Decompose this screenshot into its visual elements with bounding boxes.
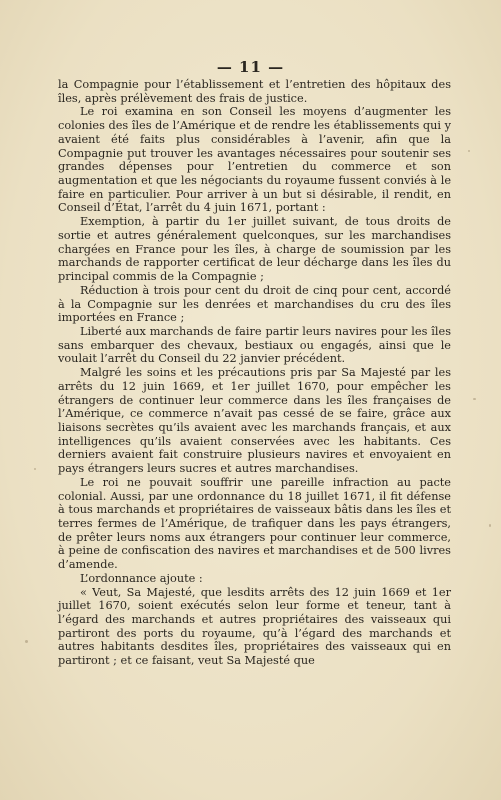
body-text: [58, 78, 451, 668]
paper-speck: [489, 524, 491, 527]
page-number: — 11 —: [216, 58, 285, 76]
paragraph: Réduction à trois pour cent du droit de cinq pour cent, accordé à la Compagnie sur les denrées et marchandises du cru des îles importées en France ;: [58, 283, 451, 325]
paper-speck: [468, 150, 470, 152]
paragraph: la Compagnie pour l’établissement et l’entretien des hôpitaux des îles, après prélèvement des frais de justice.: [58, 78, 451, 105]
paper-speck: [473, 398, 476, 400]
paragraph: Le roi ne pouvait souffrir une pareille infraction au pacte colonial. Aussi, par une ordonnance du 18 juillet 1671, il fit défense à tous marchands et propriétaires de vaisseaux bâtis dans les îles et terres fermes de l’Amérique, de trafiquer dans les pays étrangers, de prêter leurs noms aux étrangers pour continuer leur commerce, à peine de confiscation des navires et marchandises et de 500 livres d’amende.: [58, 475, 451, 572]
paragraph: Liberté aux marchands de faire partir leurs navires pour les îles sans embarquer des chevaux, bestiaux ou engagés, ainsi que le voulait l’arrêt du Conseil du 22 janvier précédent.: [58, 324, 451, 366]
paper-speck: [25, 640, 28, 643]
paper-speck: [34, 468, 36, 470]
paragraph: Le roi examina en son Conseil les moyens d’augmenter les colonies des îles de l’Amérique et de rendre les établissements qui y avaient été faits plus considérables à l’avenir, afin que la Compagnie put trouver les avantages nécessaires pour soutenir ses grandes dépenses pour l’entretien du commerce et son augmentation et que les négociants du royaume fussent conviés à le faire en particulier. Pour arriver à un but si désirable, il rendit, en Conseil d’État, l’arrêt du 4 juin 1671, portant :: [58, 105, 451, 215]
paragraph: « Veut, Sa Majesté, que lesdits arrêts des 12 juin 1669 et 1er juillet 1670, soient exécutés selon leur forme et teneur, tant à l’égard des marchands et autres propriétaires des vaisseaux qui partiront des ports du royaume, qu’à l’égard des marchands et autres habitants desdites îles, propriétaires des vaisseaux qui en partiront ; et ce faisant, veut Sa Majesté que: [58, 585, 451, 668]
paragraph: Malgré les soins et les précautions pris par Sa Majesté par les arrêts du 12 juin 1669, et 1er juillet 1670, pour empêcher les étrangers de continuer leur commerce dans les îles françaises de l’Amérique, ce commerce n’avait pas cessé de se faire, grâce aux liaisons secrètes qu’ils avaient avec les marchands français, et aux intelligences qu’ils avaient conservées avec les habitants. Ces derniers avaient fait construire plusieurs navires et envoyaient en pays étrangers leurs sucres et autres marchandises.: [58, 366, 451, 476]
paragraph: L’ordonnance ajoute :: [80, 571, 203, 585]
paragraph: Exemption, à partir du 1er juillet suivant, de tous droits de sortie et autres généralement quelconques, sur les marchandises chargées en France pour les îles, à charge de soumission par les marchands de rapporter certificat de leur décharge dans les îles du principal commis de la Compagnie ;: [58, 215, 451, 284]
